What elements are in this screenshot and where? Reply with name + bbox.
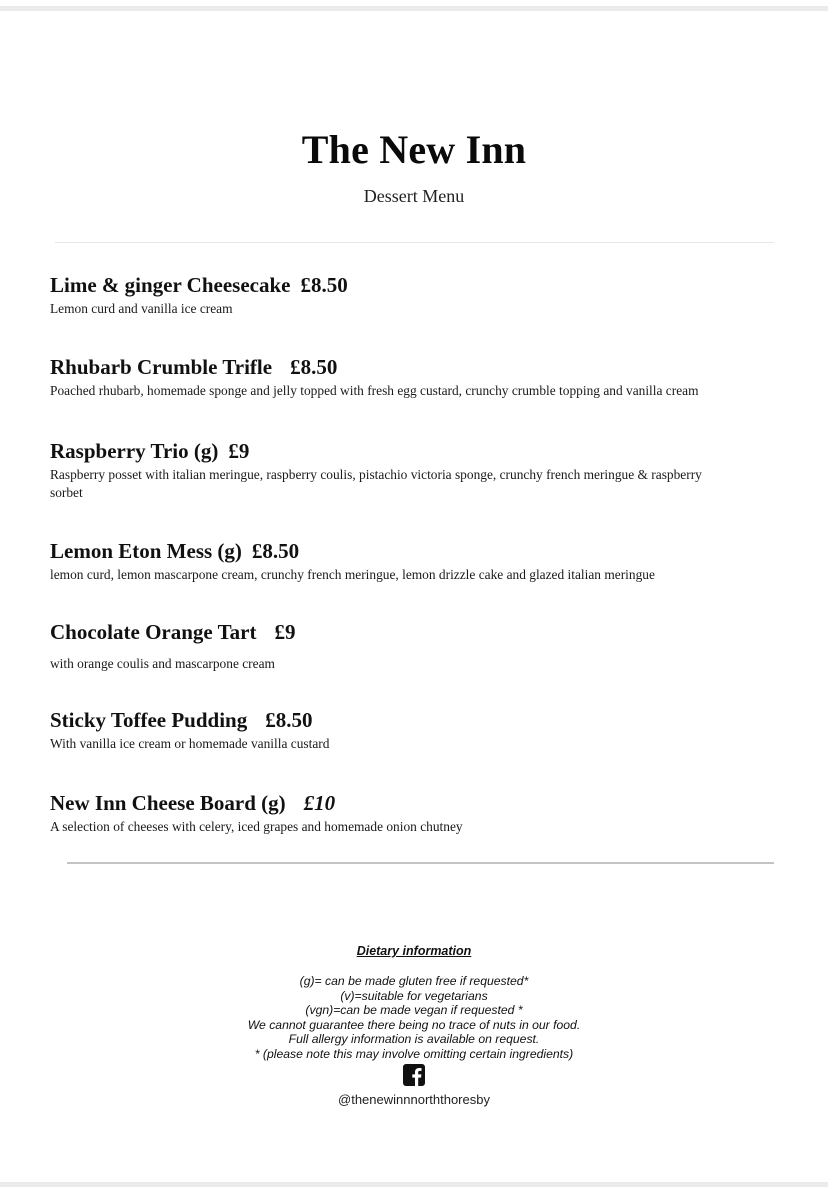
social-handle: @thenewinnnorththoresby [338,1092,490,1107]
menu-item-lime-ginger-cheesecake [50,272,770,318]
menu-item-lemon-eton-mess [50,538,770,584]
menu-item-description: A selection of cheeses with celery, iced grapes and homemade onion chutney [50,819,463,834]
header-divider [55,242,774,243]
menu-item-price: £10 [303,791,336,815]
menu-item-name: Raspberry Trio (g) [50,439,219,463]
menu-item-name: Lemon Eton Mess (g) [50,539,242,563]
menu-item-price: £8.50 [300,273,348,297]
menu-item-price: £9 [274,620,296,644]
menu-item-description: With vanilla ice cream or homemade vanilla custard [50,736,330,751]
menu-item-title [50,707,770,733]
dietary-line: (vgn)=can be made vegan if requested * [305,1003,523,1017]
menu-item-name: Chocolate Orange Tart [50,620,257,644]
page-bottom-edge [0,1182,828,1187]
menu-item-title [50,619,770,645]
dietary-line: (v)=suitable for vegetarians [340,988,488,1003]
menu-item-description: with orange coulis and mascarpone cream [50,656,275,671]
menu-item-description: Lemon curd and vanilla ice cream [50,301,233,316]
menu-subtitle: Dessert Menu [363,186,465,206]
menu-item-rhubarb-crumble-trifle [50,354,770,400]
dietary-information [0,943,828,1061]
menu-item-title [50,538,770,564]
menu-item-chocolate-orange-tart [50,619,770,673]
menu-item-name: Sticky Toffee Pudding [50,708,248,732]
restaurant-title: The New Inn [301,127,527,172]
menu-item-name: Rhubarb Crumble Trifle [50,355,273,379]
footer-divider [67,862,774,864]
menu-item-title [50,272,770,298]
menu-item-sticky-toffee-pudding [50,707,770,753]
dietary-line: * (please note this may involve omitting certain ingredients) [254,1046,574,1061]
menu-item-title [50,790,770,816]
facebook-icon [403,1064,425,1086]
menu-item-raspberry-trio [50,438,770,502]
dietary-line: Full allergy information is available on request. [288,1032,540,1046]
menu-item-cheese-board [50,790,770,836]
menu-item-price: £8.50 [265,708,313,732]
dietary-heading: Dietary information [356,944,472,958]
page-top-edge [0,6,828,11]
menu-item-name: Lime & ginger Cheesecake [50,273,291,297]
menu-item-description: lemon curd, lemon mascarpone cream, crunchy french meringue, lemon drizzle cake and glazed italian meringue [50,567,655,582]
menu-item-description: Raspberry posset with italian meringue, raspberry coulis, pistachio victoria sponge, crunchy french meringue & raspberry sorbet [50,467,702,500]
menu-item-name: New Inn Cheese Board (g) [50,791,286,815]
menu-item-title [50,354,770,380]
menu-item-price: £8.50 [251,539,300,563]
dietary-line: (g)= can be made gluten free if requested* [299,974,529,988]
menu-item-price: £8.50 [290,355,338,379]
menu-item-price: £9 [228,439,250,463]
menu-item-description: Poached rhubarb, homemade sponge and jelly topped with fresh egg custard, crunchy crumble topping and vanilla cream [50,383,699,398]
dietary-line: We cannot guarantee there being no trace of nuts in our food. [247,1017,581,1032]
menu-item-title [50,438,770,464]
